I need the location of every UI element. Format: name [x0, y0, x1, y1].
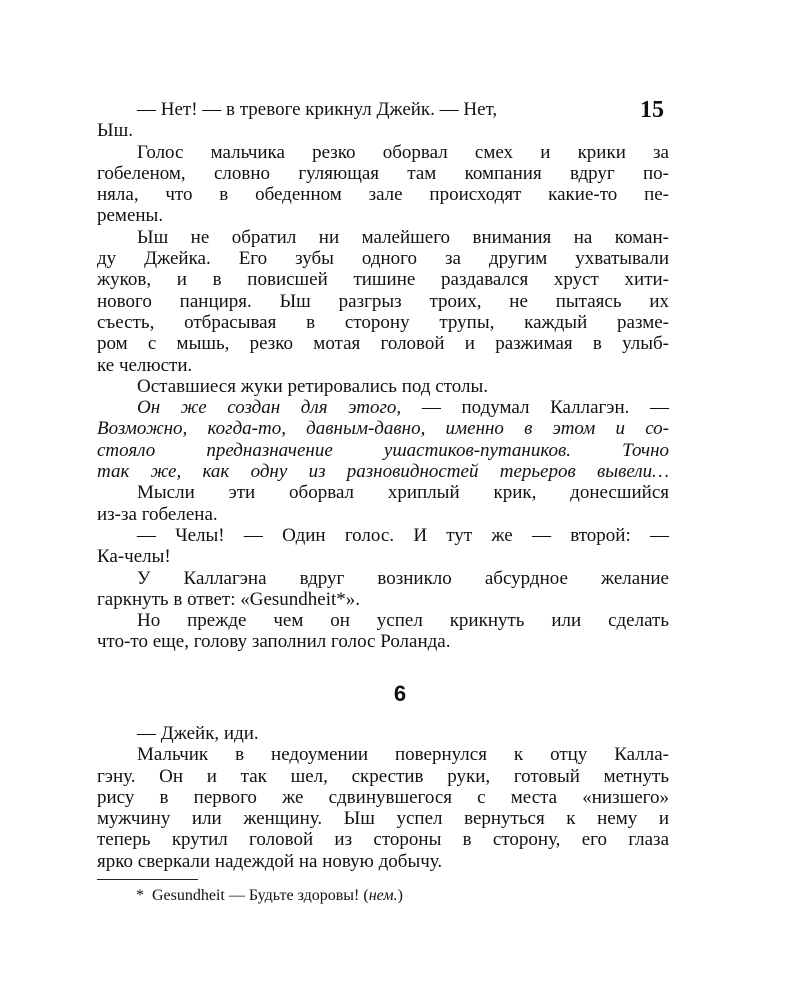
- footnote-lang-close: ): [397, 887, 403, 904]
- text-line: Ка-челы!: [97, 546, 171, 568]
- footnote-dash: —: [228, 887, 245, 904]
- text-line: Оставшиеся жуки ретировались под столы.: [137, 375, 488, 397]
- main-text-block: [97, 99, 669, 653]
- footnote-marker: *: [136, 887, 144, 904]
- text-line: Мысли эти оборвал хриплый крик, донесшийся: [137, 482, 669, 504]
- footnote-term: Gesundheit: [152, 887, 225, 904]
- text-line: мужчину или женщину. Ыш успел вернуться к нему и: [97, 808, 669, 830]
- text-line: Но прежде чем он успел крикнуть или сделать: [137, 610, 669, 632]
- text-line: — Джейк, иди.: [137, 723, 259, 744]
- text-line: — Нет! — в тревоге крикнул Джейк. — Нет,: [137, 99, 498, 120]
- chapter-text-block: [97, 723, 669, 872]
- text-line: няла, что в обеденном зале происходят какие-то пе-: [97, 184, 669, 206]
- text-line: что-то еще, голову заполнил голос Роланда.: [97, 631, 451, 653]
- text-line: ду Джейка. Его зубы одного за другим ухватывали: [97, 248, 669, 270]
- text-line: ром с мышь, резко мотая головой и разжимая в улыб-: [97, 333, 669, 355]
- text-line: гэну. Он и так шел, скрестив руки, готовый метнуть: [97, 765, 669, 787]
- text-line: жуков, и в повисшей тишине раздавался хруст хити-: [97, 269, 669, 291]
- footnote-rule: [97, 879, 198, 880]
- footnote-lang: нем.: [368, 887, 398, 904]
- text-line: — Челы! — Один голос. И тут же — второй: —: [137, 524, 669, 546]
- text-line: гобеленом, словно гуляющая там компания вдруг по-: [97, 162, 669, 184]
- text-line: съесть, отбрасывая в сторону трупы, каждый разме-: [97, 311, 669, 333]
- text-line: ярко сверкали надеждой на новую добычу.: [97, 850, 443, 872]
- text-line: [97, 397, 669, 418]
- text-line: Возможно, когда-то, давным-давно, именно в этом и со-: [97, 418, 669, 440]
- chapter-heading: 6: [393, 681, 407, 706]
- text-line: теперь крутил головой из стороны в сторону, его глаза: [97, 829, 669, 851]
- text-line: нового панциря. Ыш разгрыз троих, не пытаясь их: [97, 290, 669, 312]
- text-segment: — подумал Каллагэн. —: [401, 397, 670, 419]
- text-line: ремены.: [97, 205, 164, 227]
- text-line: стояло предназначение ушастиков-путаников. Точно: [97, 439, 669, 461]
- text-line: гаркнуть в ответ: «Gesundheit*».: [97, 588, 361, 610]
- text-line: ке челюсти.: [97, 354, 193, 376]
- footnote-translation: Будьте здоровы!: [248, 887, 360, 904]
- text-segment: Он же создан для этого,: [137, 397, 402, 419]
- footnote-lang-open: (: [363, 887, 369, 904]
- text-line: так же, как одну из разновидностей терьеров вывели…: [97, 461, 669, 483]
- text-line: Ыш.: [97, 120, 133, 142]
- text-line: Голос мальчика резко оборвал смех и крики за: [137, 141, 669, 163]
- text-line: рису в первого же сдвинувшегося с места «низшего»: [97, 786, 669, 808]
- text-line: У Каллагэна вдруг возникло абсурдное желание: [137, 567, 669, 589]
- text-line: из-за гобелена.: [97, 503, 218, 525]
- footnote: [136, 886, 403, 906]
- text-line: Ыш не обратил ни малейшего внимания на коман-: [137, 226, 669, 248]
- text-line: Мальчик в недоумении повернулся к отцу Калла-: [137, 744, 669, 766]
- page-number: 15: [640, 97, 664, 123]
